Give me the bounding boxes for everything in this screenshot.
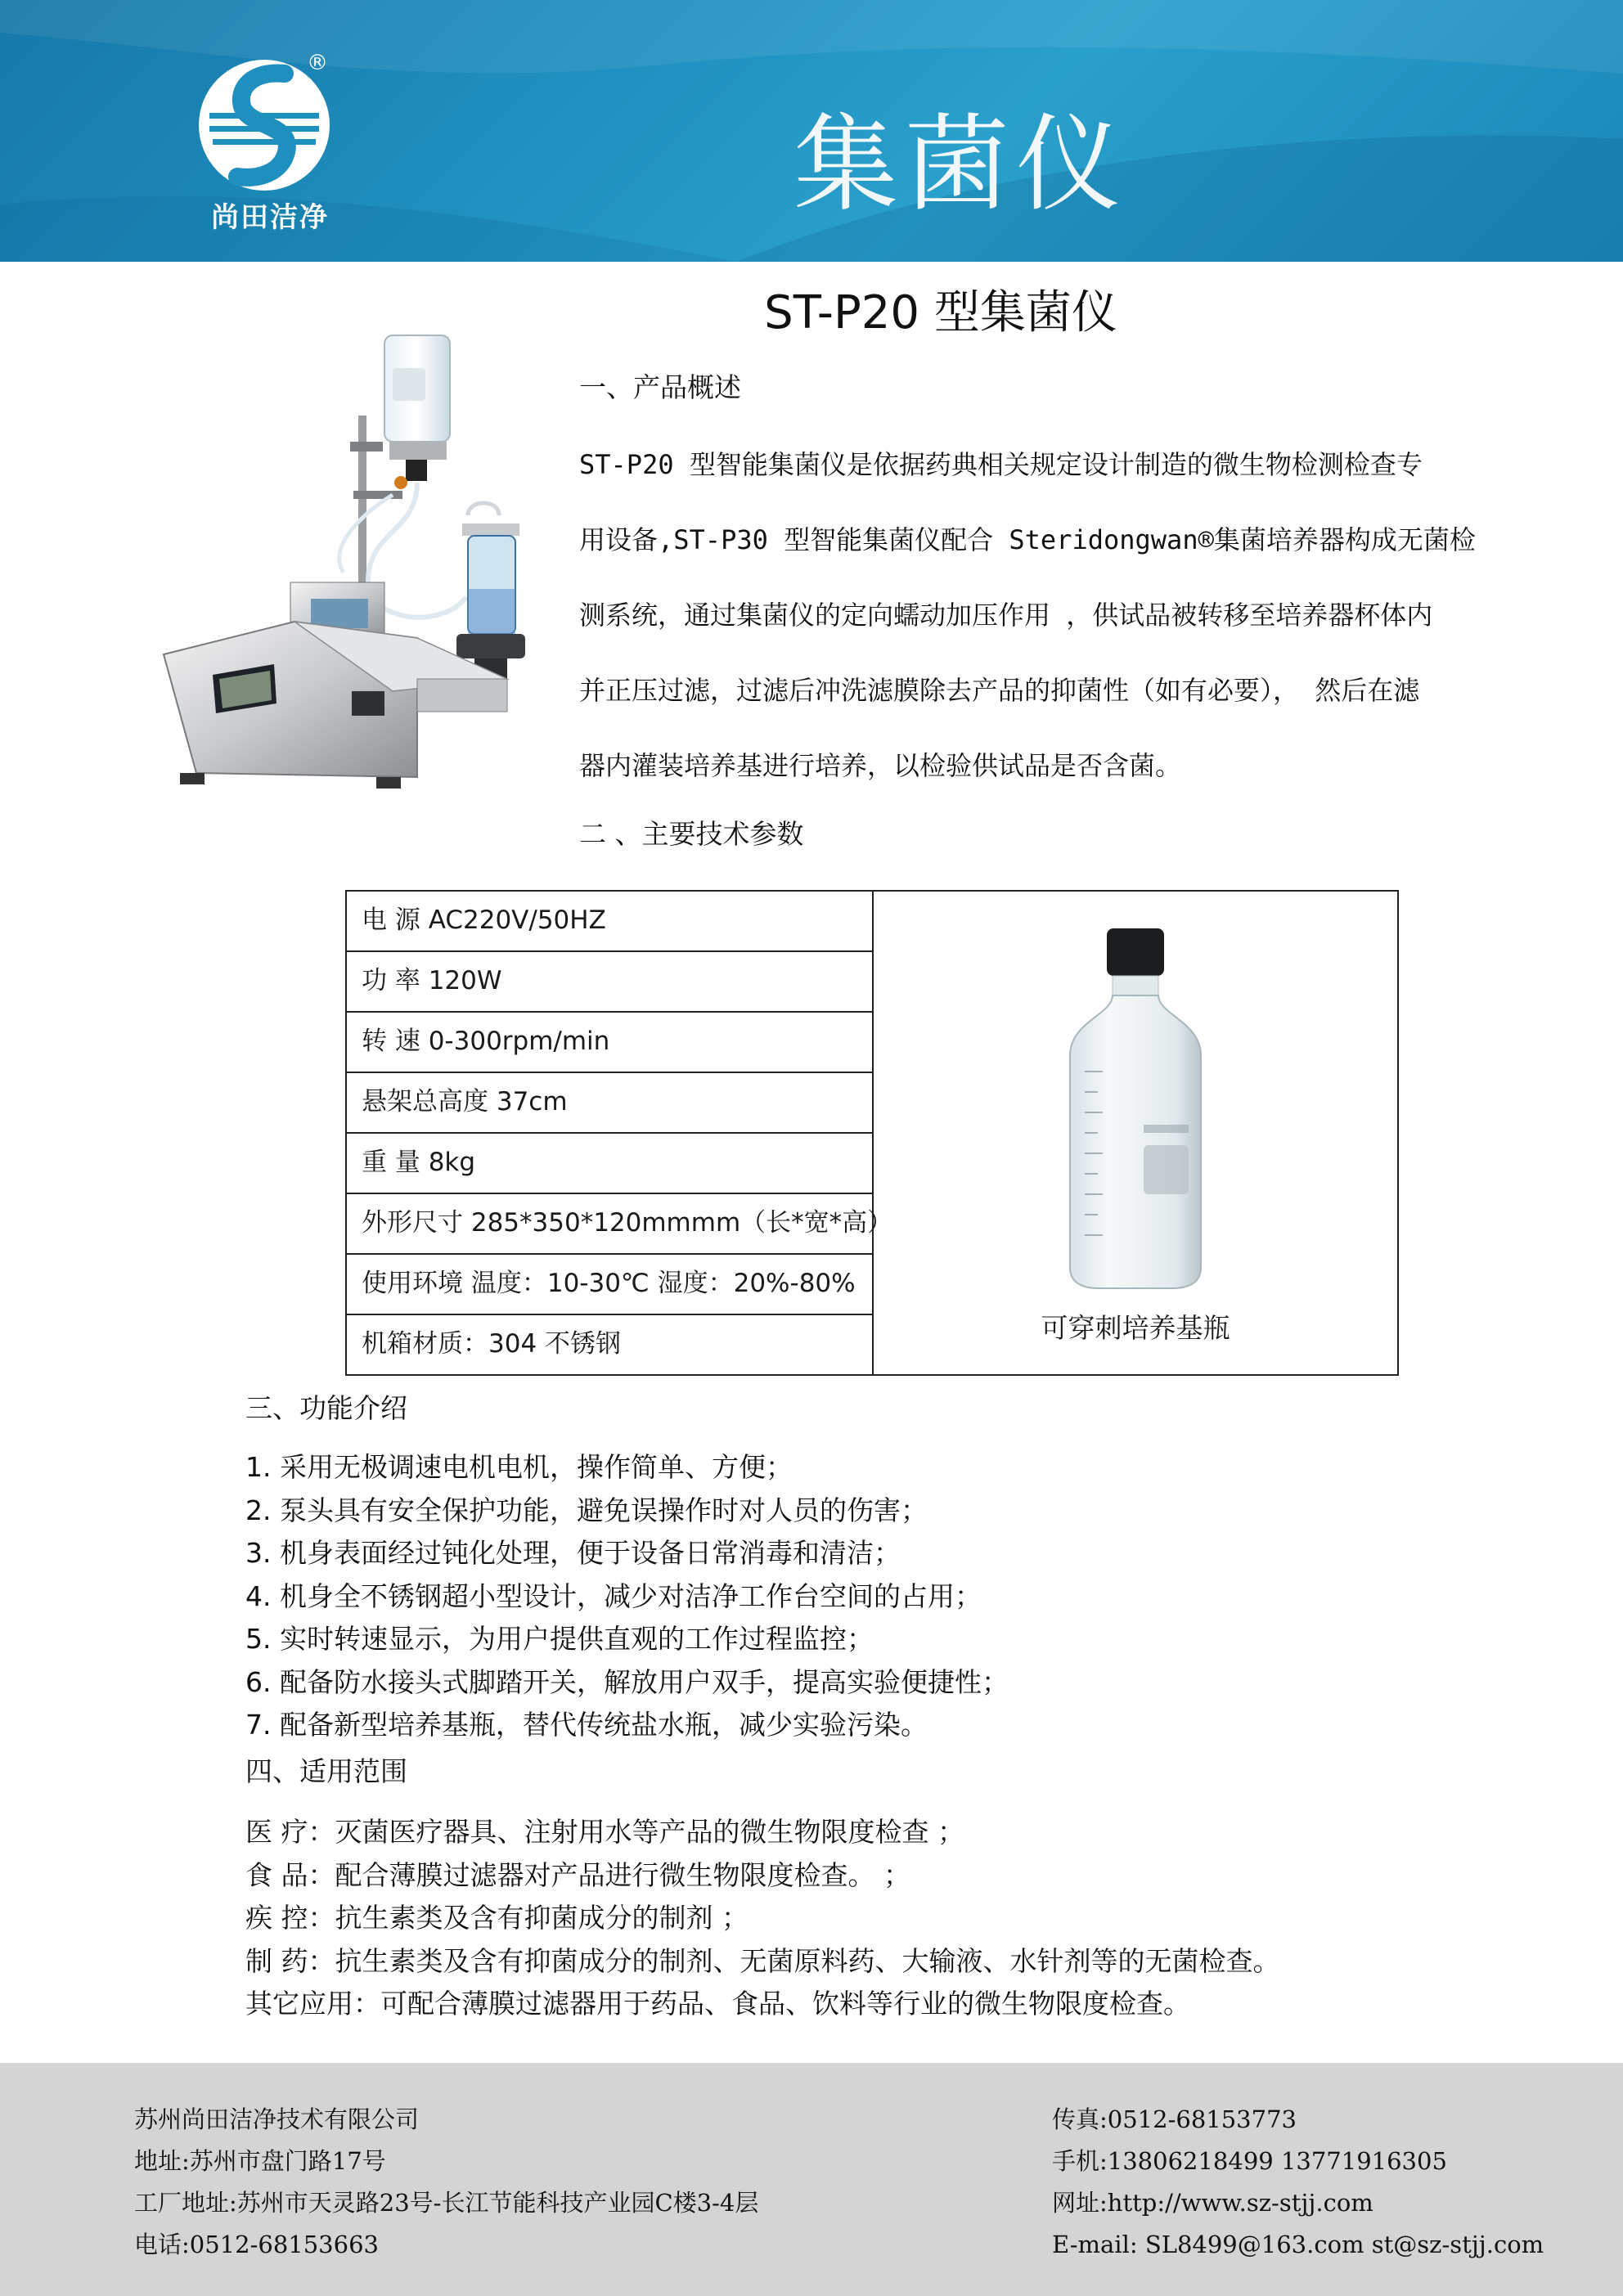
- overview-line: 器内灌装培养基进行培养，以检验供试品是否含菌。: [579, 750, 1182, 781]
- list-item: 1. 采用无极调速电机电机，操作简单、方便；: [245, 1451, 793, 1483]
- company-name: 苏州尚田洁净技术有限公司: [134, 2105, 420, 2133]
- list-item: 制 药：抗生素类及含有抑菌成分的制剂、无菌原料药、大输液、水针剂等的无菌检查。: [245, 1944, 1280, 1977]
- company-address: 地址:苏州市盘门路17号: [134, 2147, 386, 2175]
- brand-name: 尚田洁净: [211, 201, 329, 234]
- product-title: ST-P20 型集菌仪: [764, 286, 1117, 339]
- list-item: 3. 机身表面经过钝化处理，便于设备日常消毒和清洁；: [245, 1537, 901, 1569]
- list-item: 医 疗：灭菌医疗器具、注射用水等产品的微生物限度检查 ；: [245, 1816, 964, 1848]
- overview-line: 测系统，通过集菌仪的定向蠕动加压作用 ，供试品被转移至培养器杯体内: [579, 600, 1433, 631]
- overview-line: 并正压过滤，过滤后冲洗滤膜除去产品的抑菌性（如有必要）， 然后在滤: [579, 675, 1420, 706]
- list-item: 疾 控：抗生素类及含有抑菌成分的制剂 ；: [245, 1902, 749, 1934]
- header-banner: [0, 0, 1623, 262]
- list-item: 6. 配备防水接头式脚踏开关，解放用户双手，提高实验便捷性；: [245, 1665, 1009, 1698]
- spec-row-weight: 重 量 8kg: [347, 1134, 872, 1194]
- spec-row-height: 悬架总高度 37cm: [347, 1073, 872, 1134]
- media-bottle-image: [1062, 924, 1209, 1292]
- footer: [0, 2063, 1623, 2296]
- page-title: 集菌仪: [794, 104, 1128, 226]
- list-item: 5. 实时转速显示，为用户提供直观的工作过程监控；: [245, 1623, 874, 1655]
- section-heading-features: 三、功能介绍: [245, 1392, 407, 1424]
- section-heading-overview: 一、产品概述: [579, 371, 741, 403]
- footer-company-info: [134, 2099, 758, 2266]
- feature-list: [245, 1446, 1009, 1747]
- overview-line: ST-P20 型智能集菌仪是依据药典相关规定设计制造的微生物检测检查专: [579, 449, 1423, 480]
- spec-row-environment: 使用环境 温度：10-30℃ 湿度：20%-80%: [347, 1255, 872, 1315]
- spec-row-speed: 转 速 0-300rpm/min: [347, 1013, 872, 1073]
- company-mobile: 手机:13806218499 13771916305: [1052, 2147, 1447, 2175]
- section-heading-scope: 四、适用范围: [245, 1755, 407, 1787]
- company-website[interactable]: 网址:http://www.sz-stjj.com: [1052, 2189, 1373, 2217]
- list-item: 2. 泵头具有安全保护功能，避免误操作时对人员的伤害；: [245, 1494, 928, 1526]
- list-item: 7. 配备新型培养基瓶，替代传统盐水瓶，减少实验污染。: [245, 1709, 928, 1741]
- list-item: 4. 机身全不锈钢超小型设计，减少对洁净工作台空间的占用；: [245, 1579, 982, 1612]
- spec-row-wattage: 功 率 120W: [347, 952, 872, 1013]
- bottle-caption: 可穿刺培养基瓶: [1041, 1312, 1230, 1344]
- scope-list: [245, 1811, 1280, 2026]
- overview-paragraph: [579, 427, 1512, 803]
- company-phone: 电话:0512-68153663: [134, 2231, 379, 2258]
- overview-line: 用设备,ST-P30 型智能集菌仪配合 Steridongwan®集菌培养器构成无菌检: [579, 524, 1476, 555]
- spec-table: [345, 890, 1399, 1376]
- section-heading-specs: 二 、主要技术参数: [579, 818, 804, 850]
- bottle-cell: [874, 892, 1397, 1374]
- spec-row-power: 电 源 AC220V/50HZ: [347, 892, 872, 952]
- spec-row-material: 机箱材质：304 不锈钢: [362, 1329, 622, 1359]
- brand-logo-icon: [195, 56, 334, 195]
- collector-machine-image: [147, 319, 605, 818]
- list-item: 其它应用：可配合薄膜过滤器用于药品、食品、饮料等行业的微生物限度检查。: [245, 1988, 1190, 2020]
- company-email[interactable]: E-mail: SL8499@163.com st@sz-stjj.com: [1052, 2231, 1544, 2258]
- spec-list: [347, 892, 893, 1374]
- registered-mark: ®: [307, 51, 328, 75]
- footer-contact-info: [1052, 2099, 1544, 2266]
- company-fax: 传真:0512-68153773: [1052, 2105, 1297, 2133]
- spec-row-dimensions: 外形尺寸 285*350*120mmmm（长*宽*高）: [347, 1194, 872, 1255]
- factory-address: 工厂地址:苏州市天灵路23号-长江节能科技产业园C楼3-4层: [134, 2189, 759, 2217]
- list-item: 食 品：配合薄膜过滤器对产品进行微生物限度检查。 ；: [245, 1858, 910, 1891]
